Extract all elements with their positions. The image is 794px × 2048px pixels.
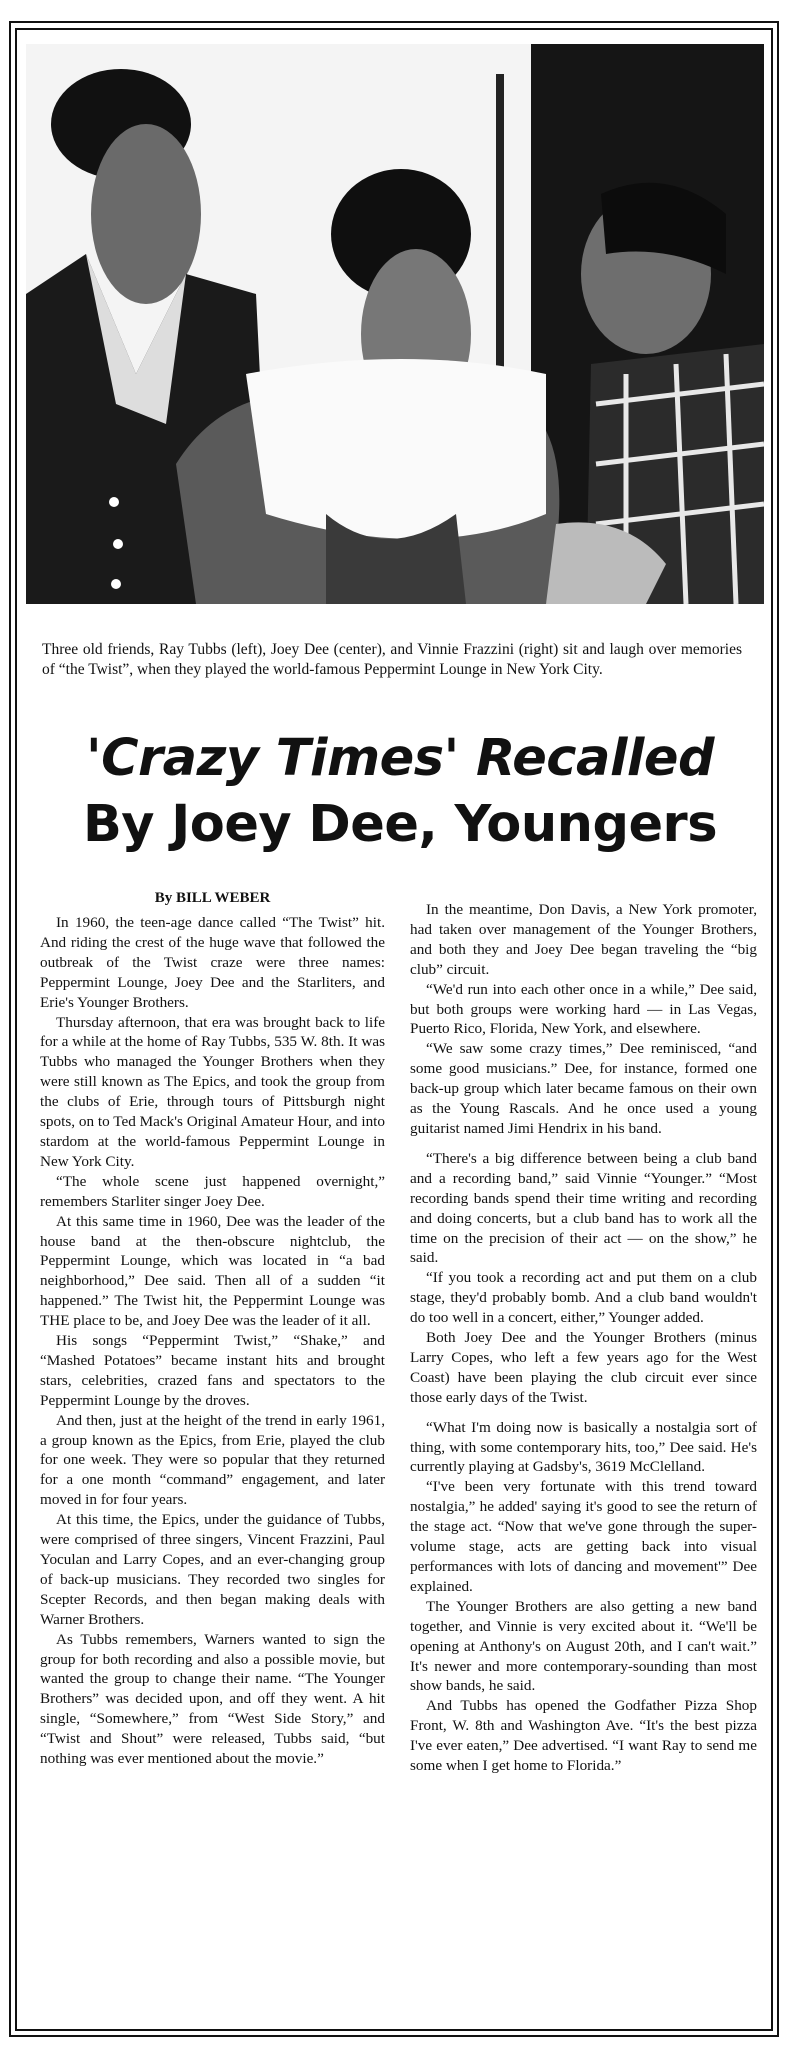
paragraph: Thursday afternoon, that era was brought back to life for a while at the home of Ray Tubbs, 535 W. 8th. It was Tubbs who managed the Younger Brothers when they were still known as The Epics, and took the group from the clubs of Erie, through tours of Pittsburgh night spots, on to Ted Mack's Original Amateur Hour, and into stardom at the world-famous Peppermint Lounge in New York City. [40, 1013, 385, 1170]
paragraph: “If you took a recording act and put them on a club stage, they'd probably bomb. And a club band wouldn't do too well in a concert, either,” Younger added. [410, 1269, 757, 1327]
article-column-right [410, 900, 757, 1776]
paragraph: The Younger Brothers are also getting a new band together, and Vinnie is very excited about it. “We'll be opening at Anthony's on August 20th, and I can't wait.” It's newer and more contemporary-sounding than most show bands, he said. [410, 1597, 757, 1695]
photo-caption: Three old friends, Ray Tubbs (left), Joey Dee (center), and Vinnie Frazzini (right) sit and laugh over memories of “the Twist”, when they played the world-famous Peppermint Lounge in New York City. [42, 641, 742, 678]
news-photo [26, 44, 764, 604]
paragraph: “I've been very fortunate with this trend toward nostalgia,” he added' saying it's good to see the return of the stage act. “Now that we've gone through the super-volume stage, acts are getting back into visual performances with lots of dancing and movement'” Dee explained. [410, 1478, 757, 1595]
headline-line-1: 'Crazy Times' Recalled [85, 729, 715, 788]
paragraph: His songs “Peppermint Twist,” “Shake,” and “Mashed Potatoes” became instant hits and brought stars, celebrities, crazed fans and spectators to the Peppermint Lounge by the droves. [40, 1332, 385, 1409]
paragraph: In the meantime, Don Davis, a New York promoter, had taken over management of the Younger Brothers, and both they and Joey Dee began traveling the “big club” circuit. [410, 901, 757, 978]
headline-line-2: By Joey Dee, Youngers [82, 795, 718, 854]
paragraph: “We'd run into each other once in a while,” Dee said, but both groups were working hard — in Las Vegas, Puerto Rico, Florida, New York, and elsewhere. [410, 980, 757, 1038]
article-column-left [40, 913, 385, 1769]
paragraph: “The whole scene just happened overnight,” remembers Starliter singer Joey Dee. [40, 1172, 385, 1210]
headline [50, 726, 750, 858]
photo-three-friends [26, 44, 764, 604]
paragraph: As Tubbs remembers, Warners wanted to sign the group for both recording and also a possible movie, but wanted the group to change their name. “The Younger Brothers” was decided upon, and off they went. A hit single, “Somewhere,” from “West Side Story,” and “Twist and Shout” were released, Tubbs said, “but nothing was ever mentioned about the movie.” [40, 1630, 385, 1768]
paragraph: And Tubbs has opened the Godfather Pizza Shop Front, W. 8th and Washington Ave. “It's the best pizza I've ever eaten,” Dee advertised. “I want Ray to send me some when I get home to Florida.” [410, 1697, 757, 1775]
paragraph: Both Joey Dee and the Younger Brothers (minus Larry Copes, who left a few years ago for the West Coast) have been playing the club circuit ever since those early days of the Twist. [410, 1329, 757, 1406]
paragraph: “What I'm doing now is basically a nostalgia sort of thing, with some contemporary hits, too,” Dee said. He's currently playing at Gadsby's, 3619 McClelland. [410, 1418, 757, 1476]
paragraph: At this time, the Epics, under the guidance of Tubbs, were comprised of three singers, Vincent Frazzini, Paul Yoculan and Larry Copes, and an ever-changing group of back-up musicians. They recorded two singles for Scepter Records, and then began making deals with Warner Brothers. [40, 1511, 385, 1628]
paragraph: “We saw some crazy times,” Dee reminisced, “and some good musicians.” Dee, for instance, formed one back-up group which later became famous on their own as the Young Rascals. And he once used a young guitarist named Jimi Hendrix in his band. [410, 1040, 757, 1137]
byline: By BILL WEBER [154, 890, 271, 906]
paragraph: And then, just at the height of the trend in early 1961, a group known as the Epics, from Erie, played the club for one week. They were so popular that they returned for a one month “command” engagement, and later moved in for four years. [40, 1411, 385, 1509]
paragraph: “There's a big difference between being a club band and a recording band,” said Vinnie “Younger.” “Most recording bands spend their time writing and recording and doing concerts, but a club band has to work all the time on the precision of their act — on the show,” he said. [410, 1149, 757, 1267]
paragraph: In 1960, the teen-age dance called “The Twist” hit. And riding the crest of the huge wave that followed the outbreak of the Twist craze were three names: Peppermint Lounge, Joey Dee and the Starliters, and Erie's Younger Brothers. [40, 914, 385, 1011]
paragraph: At this same time in 1960, Dee was the leader of the house band at the then-obscure nightclub, the Peppermint Lounge, which was located in “a bad neighborhood,” Dee said. Then all of a sudden “it happened.” The Twist hit, the Peppermint Lounge was THE place to be, and Joey Dee was the leader of it all. [40, 1212, 385, 1330]
